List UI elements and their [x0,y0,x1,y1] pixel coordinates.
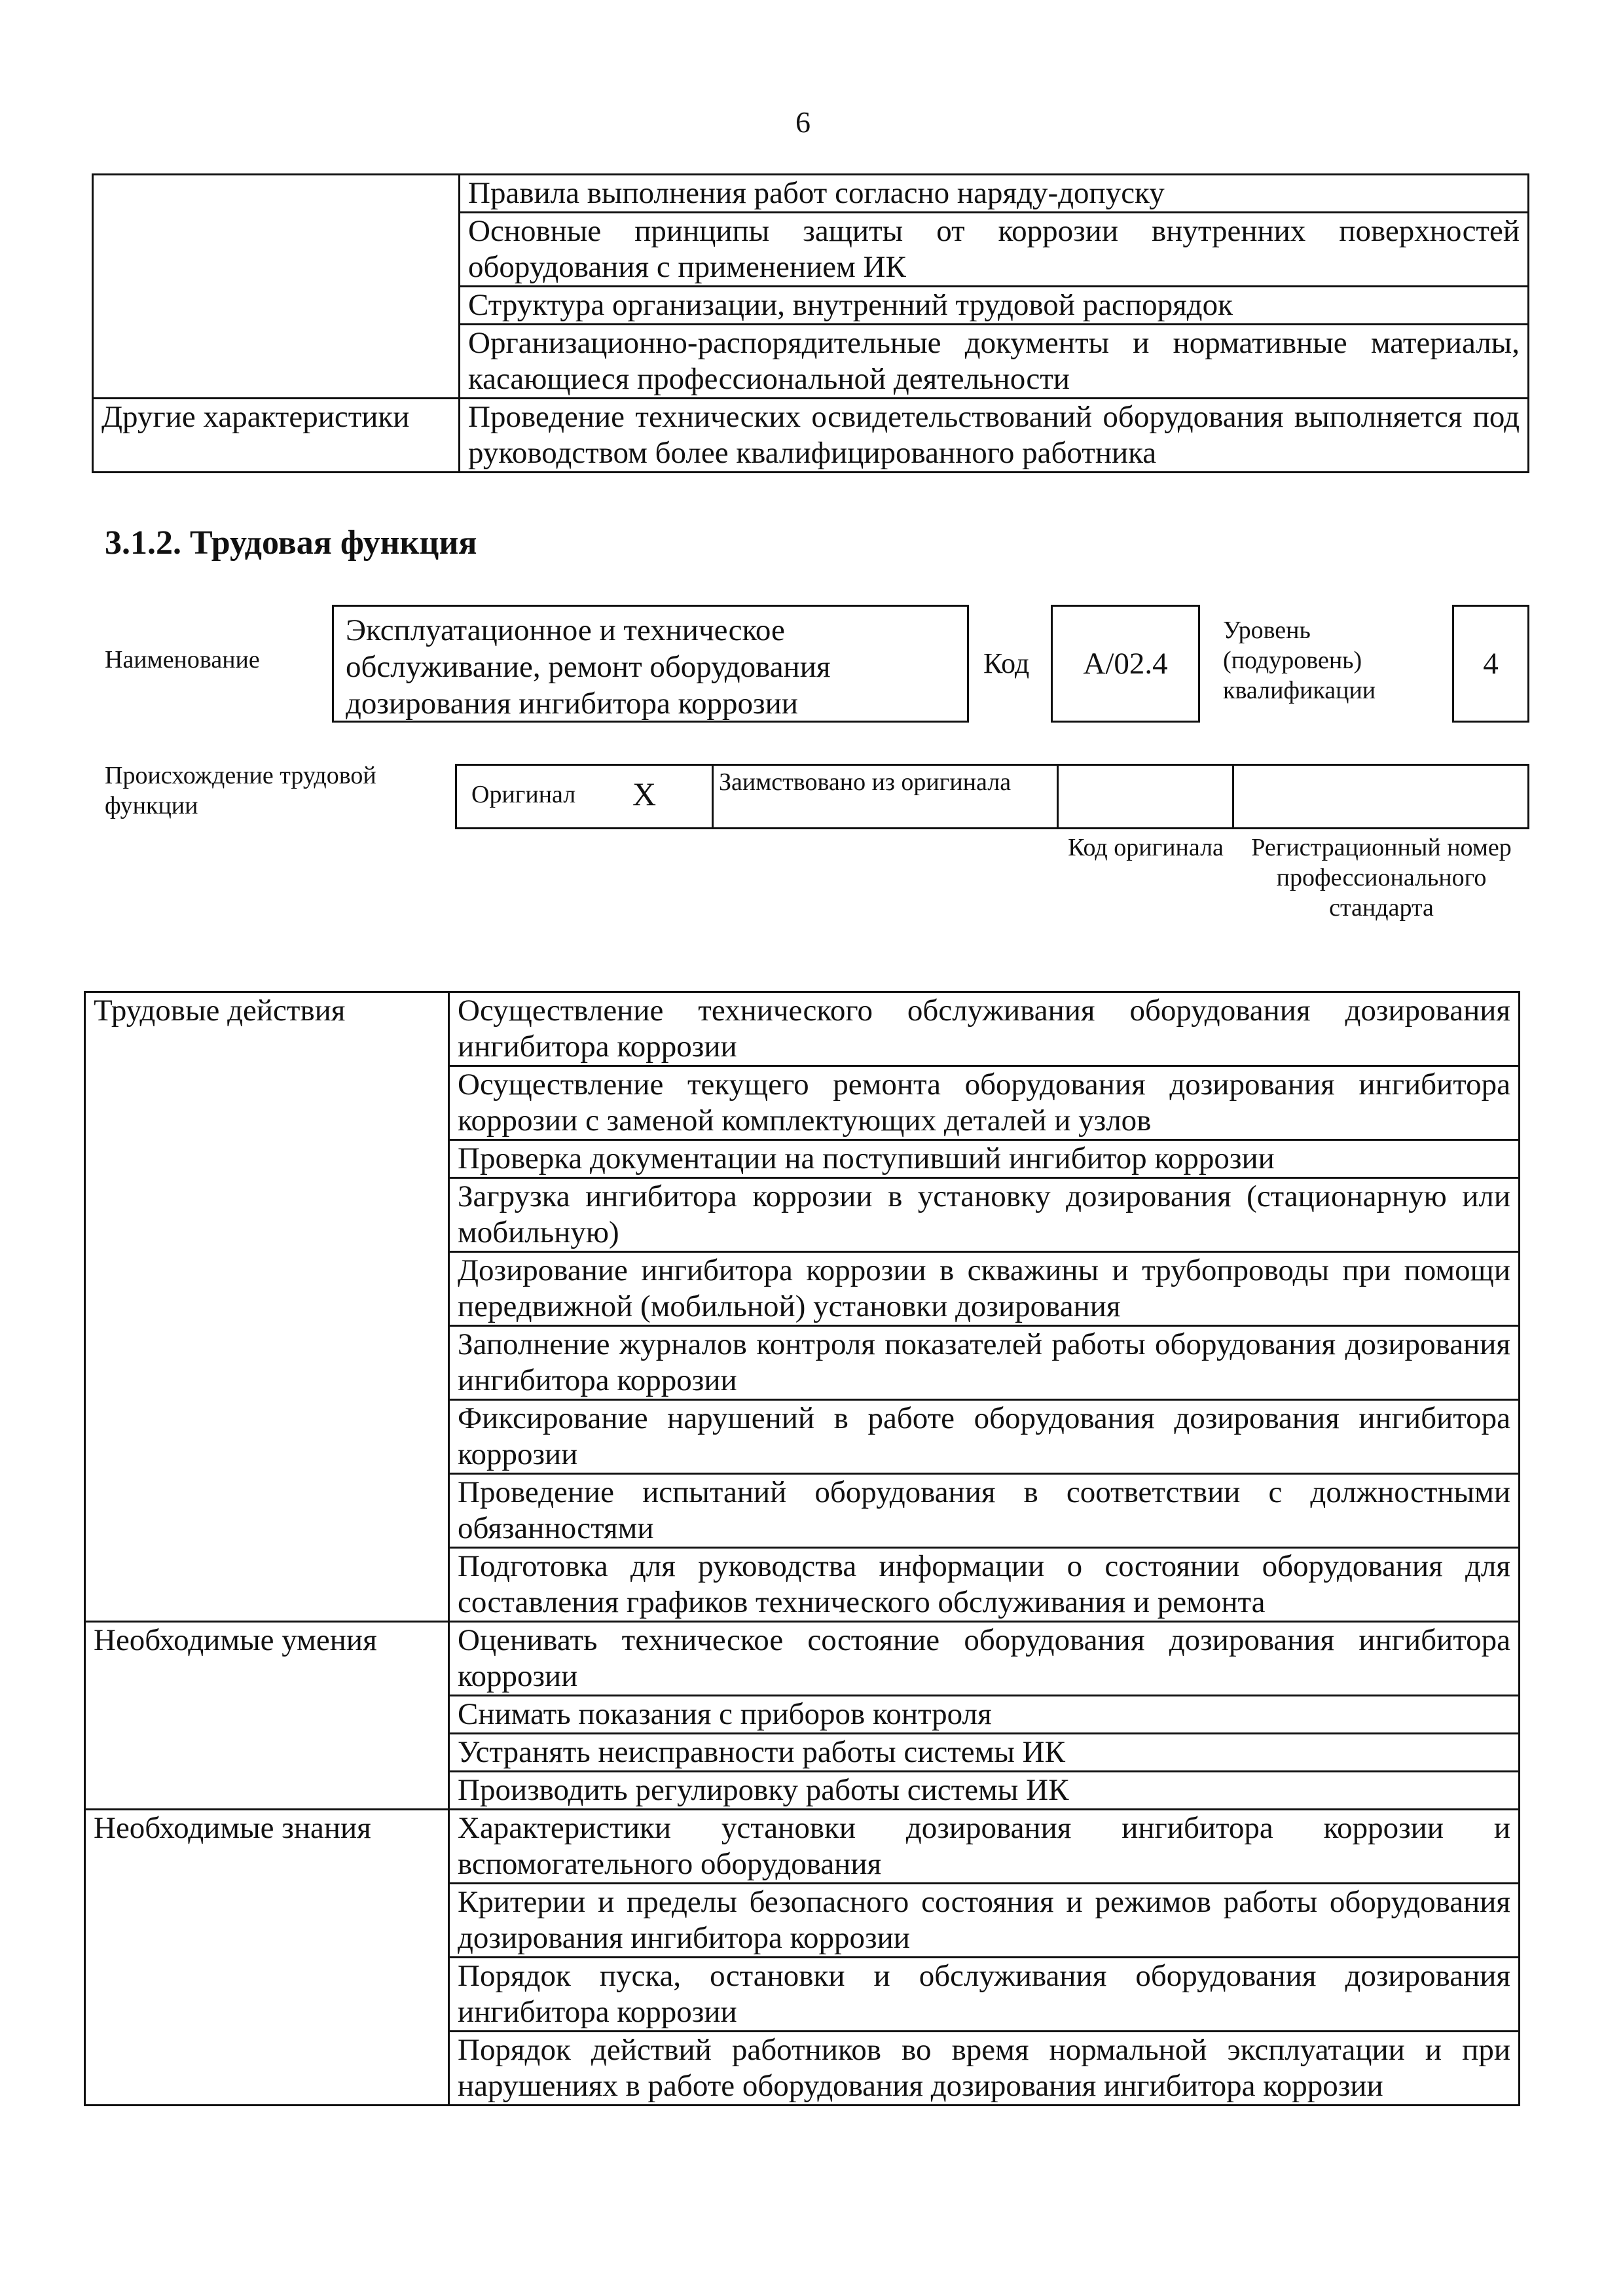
row-label [93,175,460,399]
row-item: Проверка документации на поступивший ингибитор коррозии [449,1140,1520,1178]
level-label: Уровень (подуровень) квалификации [1223,617,1376,704]
row-item: Организационно-распорядительные документы и нормативные материалы, касающиеся профессиональной деятельности [460,325,1529,399]
row-item: Структура организации, внутренний трудовой распорядок [460,287,1529,325]
reg-caption: Регистрационный номер профессионального стандарта [1251,834,1512,922]
row-label: Необходимые знания [85,1810,449,2106]
row-label: Трудовые действия [85,992,449,1622]
row-item: Характеристики установки дозирования ингибитора коррозии и вспомогательного оборудования [449,1810,1520,1884]
row-item: Порядок действий работников во время нормальной эксплуатации и при нарушениях в работе оборудования дозирования ингибитора коррозии [449,2032,1520,2106]
original-mark: X [632,776,657,812]
table-row [85,1810,1520,1884]
page-number: 6 [795,105,811,139]
row-item: Дозирование ингибитора коррозии в скважины и трубопроводы при помощи передвижной (мобильной) установки дозирования [449,1252,1520,1326]
row-item: Подготовка для руководства информации о состоянии оборудования для составления графиков технического обслуживания и ремонта [449,1548,1520,1622]
top-table [92,173,1529,473]
origin-row [455,764,1529,829]
table-row [93,175,1529,213]
row-item: Устранять неисправности работы системы ИК [449,1734,1520,1772]
level-value: 4 [1483,647,1499,681]
row-item: Проведение технических освидетельствований оборудования выполняется под руководством более квалифицированного работника [460,399,1529,473]
level-box [1452,605,1529,723]
code-box [1051,605,1200,723]
row-item: Порядок пуска, остановки и обслуживания оборудования дозирования ингибитора коррозии [449,1958,1520,2032]
row-item: Правила выполнения работ согласно наряду-допуску [460,175,1529,213]
section-heading: 3.1.2. Трудовая функция [105,524,477,562]
table-row [85,1622,1520,1696]
reg-number-cell [1234,766,1527,827]
code-value: А/02.4 [1083,647,1168,681]
row-item: Заполнение журналов контроля показателей работы оборудования дозирования ингибитора коррозии [449,1326,1520,1400]
borrowed-label: Заимствовано из оригинала [719,768,1012,796]
code-caption: Код оригинала [1068,834,1224,861]
table-row [93,399,1529,473]
code-label: Код [983,647,1030,679]
row-item: Фиксирование нарушений в работе оборудования дозирования ингибитора коррозии [449,1400,1520,1474]
origin-label: Происхождение трудовой функции [105,762,376,819]
main-table [84,991,1520,2106]
row-item: Основные принципы защиты от коррозии внутренних поверхностей оборудования с применением ИК [460,213,1529,287]
original-label: Оригинал [471,781,576,808]
table-row [85,992,1520,1066]
row-item: Осуществление технического обслуживания оборудования дозирования ингибитора коррозии [449,992,1520,1066]
row-item: Оценивать техническое состояние оборудования дозирования ингибитора коррозии [449,1622,1520,1696]
row-item: Производить регулировку работы системы ИК [449,1772,1520,1810]
row-item: Загрузка ингибитора коррозии в установку дозирования (стационарную или мобильную) [449,1178,1520,1252]
name-label: Наименование [105,646,260,673]
row-item: Снимать показания с приборов контроля [449,1696,1520,1734]
row-label: Необходимые умения [85,1622,449,1810]
row-item: Проведение испытаний оборудования в соответствии с должностными обязанностями [449,1474,1520,1548]
original-code-cell [1059,766,1234,827]
row-item: Осуществление текущего ремонта оборудования дозирования ингибитора коррозии с заменой комплектующих деталей и узлов [449,1066,1520,1140]
row-label: Другие характеристики [93,399,460,473]
function-name-value: Эксплуатационное и техническое обслуживание, ремонт оборудования дозирования ингибитора коррозии [346,613,831,721]
borrowed-cell [714,766,1059,827]
row-item: Критерии и пределы безопасного состояния и режимов работы оборудования дозирования ингибитора коррозии [449,1884,1520,1958]
function-name-box [332,605,969,723]
original-cell [457,766,714,827]
